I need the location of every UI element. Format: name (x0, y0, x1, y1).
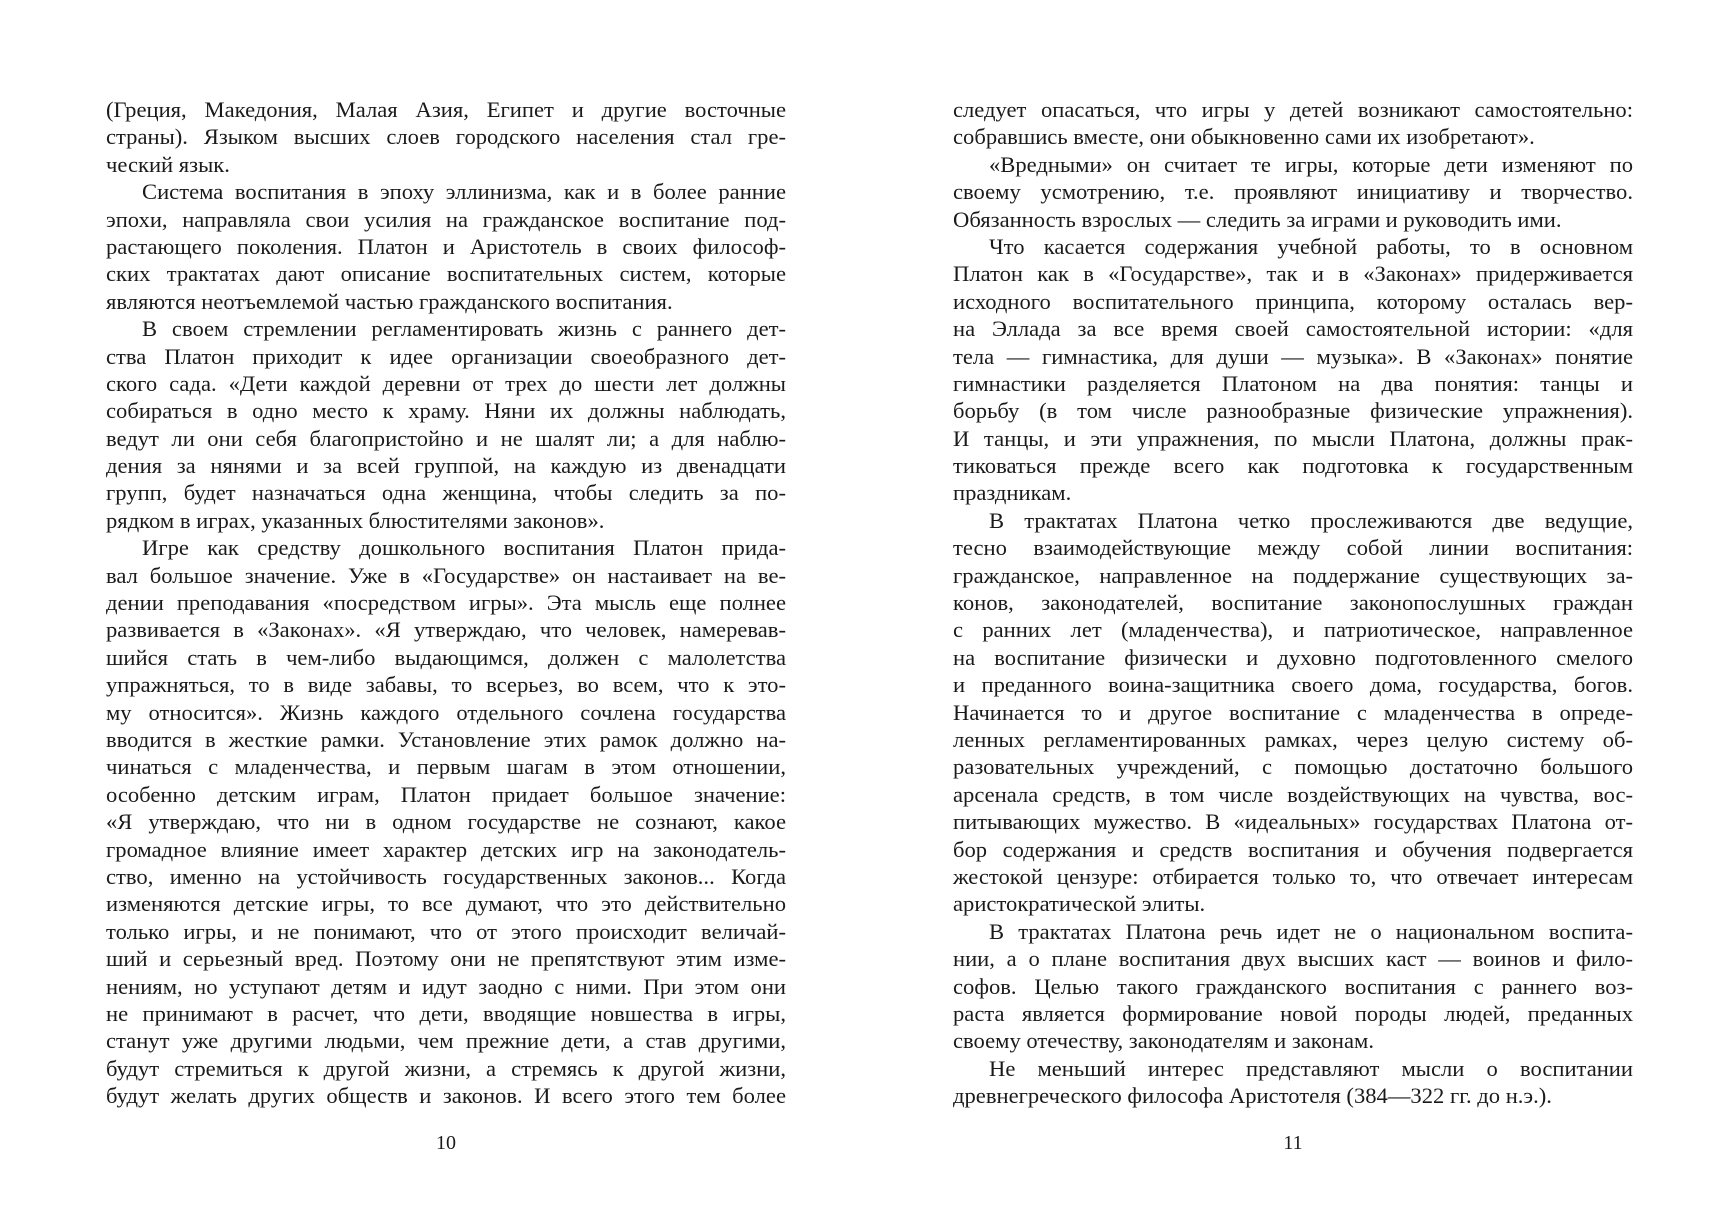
text-line: ства Платон приходит к идее организации своеобразного дет- (106, 343, 786, 369)
text-line: особенно детским играм, Платон придает большое значение: (106, 781, 786, 807)
page-text (953, 96, 1633, 1109)
page-right (953, 96, 1633, 1156)
text-line: му относится». Жизнь каждого отдельного сочлена государства (106, 699, 786, 725)
text-line: Платон как в «Государстве», так и в «Законах» придерживается (953, 261, 1633, 287)
text-line: «Я утверждаю, что ни в одном государстве не сознают, какое (106, 809, 786, 835)
text-line: ского сада. «Дети каждой деревни от трех до шести лет должны (106, 370, 786, 396)
text-line: на Эллада за все время своей самостоятельной истории: «для (953, 316, 1633, 342)
text-line: ство, именно на устойчивость государственных законов... Когда (106, 863, 786, 889)
text-line: и преданного воина-защитника своего дома, государства, богов. (953, 672, 1633, 698)
text-line: гражданское, направленное на поддержание существующих за- (953, 562, 1633, 588)
text-line: своему отечеству, законодателям и законам. (953, 1028, 1374, 1054)
text-line: вал большое значение. Уже в «Государстве» он настаивает на ве- (106, 562, 786, 588)
text-line: собираться в одно место к храму. Няни их должны наблюдать, (106, 398, 786, 424)
text-line: следует опасаться, что игры у детей возникают самостоятельно: (953, 97, 1633, 122)
text-line: Система воспитания в эпоху эллинизма, как и в более ранние (142, 179, 786, 205)
text-line: своему усмотрению, т.е. проявляют инициативу и творчество. (953, 179, 1633, 205)
text-line: праздникам. (953, 480, 1072, 506)
text-line: Начинается то и другое воспитание с младенчества в опреде- (953, 699, 1633, 725)
text-line: ведут ли они себя благопристойно и не шалят ли; а для наблю- (106, 425, 786, 451)
text-line: тесно взаимодействующие между собой линии воспитания: (953, 535, 1633, 561)
text-line: разовательных учреждений, с помощью достаточно большого (953, 754, 1633, 780)
text-line: исходного воспитательного принципа, которому осталась вер- (953, 288, 1633, 314)
text-line: являются неотъемлемой частью гражданского воспитания. (106, 288, 673, 314)
text-line: чинаться с младенчества, и первым шагам в этом отношении, (106, 754, 786, 780)
text-line: упражняться, то в виде забавы, то всерьез, во всем, что к это- (106, 672, 786, 698)
text-line: дении преподавания «посредством игры». Эта мысль еще полнее (106, 590, 786, 616)
text-line: И танцы, и эти упражнения, по мысли Платона, должны прак- (953, 425, 1633, 451)
text-line: Что касается содержания учебной работы, то в основном (989, 233, 1633, 259)
text-line: борьбу (в том числе разнообразные физические упражнения). (953, 398, 1633, 424)
page-number: 11 (1283, 1132, 1303, 1154)
text-line: будут желать других обществ и законов. И всего этого тем более (106, 1083, 786, 1109)
text-line: громадное влияние имеет характер детских игр на законодатель- (106, 836, 786, 862)
page-number: 10 (436, 1132, 456, 1154)
text-line: только игры, и не понимают, что от этого происходит величай- (106, 918, 786, 944)
text-line: ший и серьезный вред. Поэтому они не препятствуют этим изме- (106, 946, 786, 972)
text-line: рядком в играх, указанных блюстителями законов». (106, 507, 605, 533)
text-line: ских трактатах дают описание воспитательных систем, которые (106, 261, 786, 287)
text-line: раста является формирование новой породы людей, преданных (953, 1000, 1633, 1026)
text-line: групп, будет назначаться одна женщина, чтобы следить за по- (106, 480, 786, 506)
text-line: эпохи, направляла свои усилия на гражданское воспитание под- (106, 206, 786, 232)
text-line: (Греция, Македония, Малая Азия, Египет и другие восточные (106, 97, 786, 122)
text-line: древнегреческого философа Аристотеля (384—322 гг. до н.э.). (953, 1083, 1552, 1109)
text-line: В трактатах Платона четко прослеживаются две ведущие, (989, 507, 1633, 533)
text-line: не принимают в расчет, что дети, вводящие новшества в игры, (106, 1000, 786, 1026)
text-line: В трактатах Платона речь идет не о национальном воспита- (989, 918, 1633, 944)
text-line: гимнастики разделяется Платоном на два понятия: танцы и (953, 370, 1633, 396)
text-line: растающего поколения. Платон и Аристотель в своих философ- (106, 233, 786, 259)
text-line: Обязанность взрослых — следить за играми и руководить ими. (953, 206, 1562, 232)
text-line: шийся стать в чем-либо выдающимся, должен с малолетства (106, 644, 786, 670)
text-line: страны). Языком высших слоев городского населения стал гре- (106, 124, 786, 150)
text-line: жестокой цензуре: отбирается только то, что отвечает интересам (953, 863, 1633, 889)
text-line: Не меньший интерес представляют мысли о воспитании (989, 1055, 1633, 1081)
text-line: В своем стремлении регламентировать жизнь с раннего дет- (142, 316, 786, 342)
text-line: с ранних лет (младенчества), и патриотическое, направленное (953, 617, 1633, 643)
text-line: нии, а о плане воспитания двух высших каст — воинов и фило- (953, 946, 1633, 972)
text-line: тиковаться прежде всего как подготовка к государственным (953, 453, 1633, 479)
text-line: вводится в жесткие рамки. Установление этих рамок должно на- (106, 726, 786, 752)
text-line: будут стремиться к другой жизни, а стремясь к другой жизни, (106, 1055, 786, 1081)
text-line: конов, законодателей, воспитание законопослушных граждан (953, 590, 1633, 616)
text-line: питывающих мужество. В «идеальных» государствах Платона от- (953, 809, 1633, 835)
text-line: «Вредными» он считает те игры, которые дети изменяют по (989, 151, 1633, 177)
page-text (106, 96, 786, 1109)
text-line: Игре как средству дошкольного воспитания Платон прида- (142, 535, 786, 561)
text-line: станут уже другими людьми, чем прежние дети, а став другими, (106, 1028, 786, 1054)
text-line: ленных регламентированных рамках, через целую систему об- (953, 726, 1633, 752)
text-line: софов. Целью такого гражданского воспитания с раннего воз- (953, 973, 1633, 999)
text-line: бор содержания и средств воспитания и обучения подвергается (953, 836, 1633, 862)
text-line: развивается в «Законах». «Я утверждаю, что человек, намеревав- (106, 617, 786, 643)
text-line: собравшись вместе, они обыкновенно сами их изобретают». (953, 124, 1535, 150)
text-line: нениям, но уступают детям и идут заодно с ними. При этом они (106, 973, 786, 999)
text-line: на воспитание физически и духовно подготовленного смелого (953, 644, 1633, 670)
text-line: аристократической элиты. (953, 891, 1206, 917)
text-line: арсенала средств, в том числе воздействующих на чувства, вос- (953, 781, 1633, 807)
text-line: ческий язык. (106, 151, 230, 177)
text-line: дения за нянями и за всей группой, на каждую из двенадцати (106, 453, 786, 479)
text-line: изменяются детские игры, то все думают, что это действительно (106, 891, 786, 917)
page-left (106, 96, 786, 1156)
text-line: тела — гимнастика, для души — музыка». В «Законах» понятие (953, 343, 1633, 369)
